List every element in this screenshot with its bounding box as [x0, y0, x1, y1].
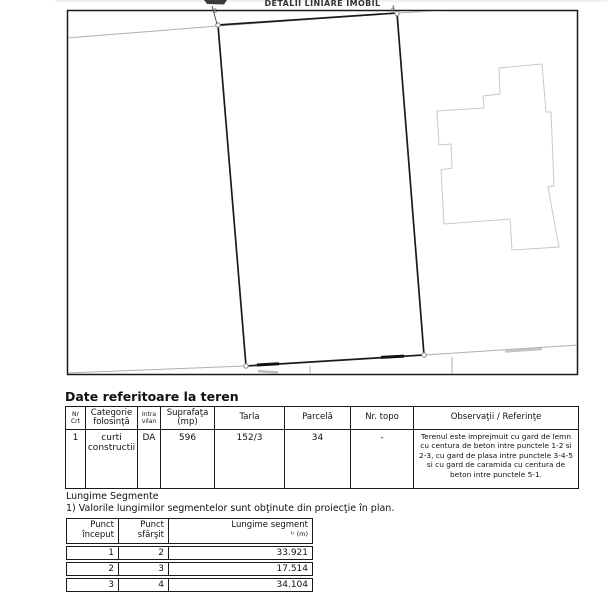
segments-heading: Lungime Segmente	[66, 491, 159, 502]
cell-length: 34.104	[168, 578, 313, 592]
col-nr-crt: Nr Crt	[66, 407, 86, 430]
cell-suprafata: 596	[161, 430, 215, 489]
col-categorie: Categorie folosinţă	[86, 407, 138, 430]
teren-table-row	[66, 430, 579, 489]
point-label-4: 4	[391, 4, 396, 12]
segment-row	[66, 562, 313, 576]
cell-observatii: Terenul este imprejmuit cu gard de lemn cu centura de beton intre punctele 1-2 si 2-3, cu gard de plasa intre punctele 3-4-5 si cu gard de caramida cu centura de beton intre punctele 5-1.	[414, 430, 579, 489]
col-suprafata: Suprafaţa (mp)	[161, 407, 215, 430]
cell-start: 1	[66, 546, 119, 560]
fence-segment-1	[257, 364, 279, 365]
col-parcela: Parcelă	[285, 407, 351, 430]
teren-table	[65, 406, 579, 489]
cell-categorie: curti constructii	[86, 430, 138, 489]
col-tarla: Tarla	[215, 407, 285, 430]
cell-length: 17.514	[168, 562, 313, 576]
cell-end: 3	[118, 562, 169, 576]
cell-start: 3	[66, 578, 119, 592]
cell-end: 2	[118, 546, 169, 560]
cell-intravilan: DA	[138, 430, 161, 489]
col-intravilan: Intra vilan	[138, 407, 161, 430]
cell-end: 4	[118, 578, 169, 592]
col-punct-sfarsit: Punct sfârşit	[118, 518, 169, 544]
map-title: DETALII LINIARE IMOBIL	[264, 0, 381, 8]
col-lungime-segment: Lungime segment ¹⁾ (m)	[168, 518, 313, 544]
cell-nr-topo: -	[351, 430, 414, 489]
segment-row	[66, 578, 313, 592]
parcel-point-marker-bottom-left	[244, 364, 248, 368]
cell-length: 33.921	[168, 546, 313, 560]
cutoff-symbol	[204, 0, 227, 5]
col-observatii: Observaţii / Referinţe	[414, 407, 579, 430]
teren-table-header-row	[66, 407, 579, 430]
fence-segment-2	[381, 356, 404, 357]
parcel-point-marker-bottom-right	[422, 353, 426, 357]
col-nr-topo: Nr. topo	[351, 407, 414, 430]
parcel-point-marker-4	[395, 11, 399, 15]
segments-footnote: 1) Valorile lungimilor segmentelor sunt obţinute din proiecţie în plan.	[66, 503, 395, 514]
neighbor-wall-segment-2	[258, 371, 278, 373]
segment-row	[66, 546, 313, 560]
segments-table	[66, 518, 313, 594]
teren-heading: Date referitoare la teren	[65, 389, 239, 404]
cell-start: 2	[66, 562, 119, 576]
map-frame	[68, 11, 578, 375]
cell-tarla: 152/3	[215, 430, 285, 489]
cell-nr-crt: 1	[66, 430, 86, 489]
col-punct-inceput: Punct început	[66, 518, 119, 544]
point-label-3: 3	[213, 7, 218, 15]
cell-parcela: 34	[285, 430, 351, 489]
segments-header-row	[66, 518, 313, 544]
